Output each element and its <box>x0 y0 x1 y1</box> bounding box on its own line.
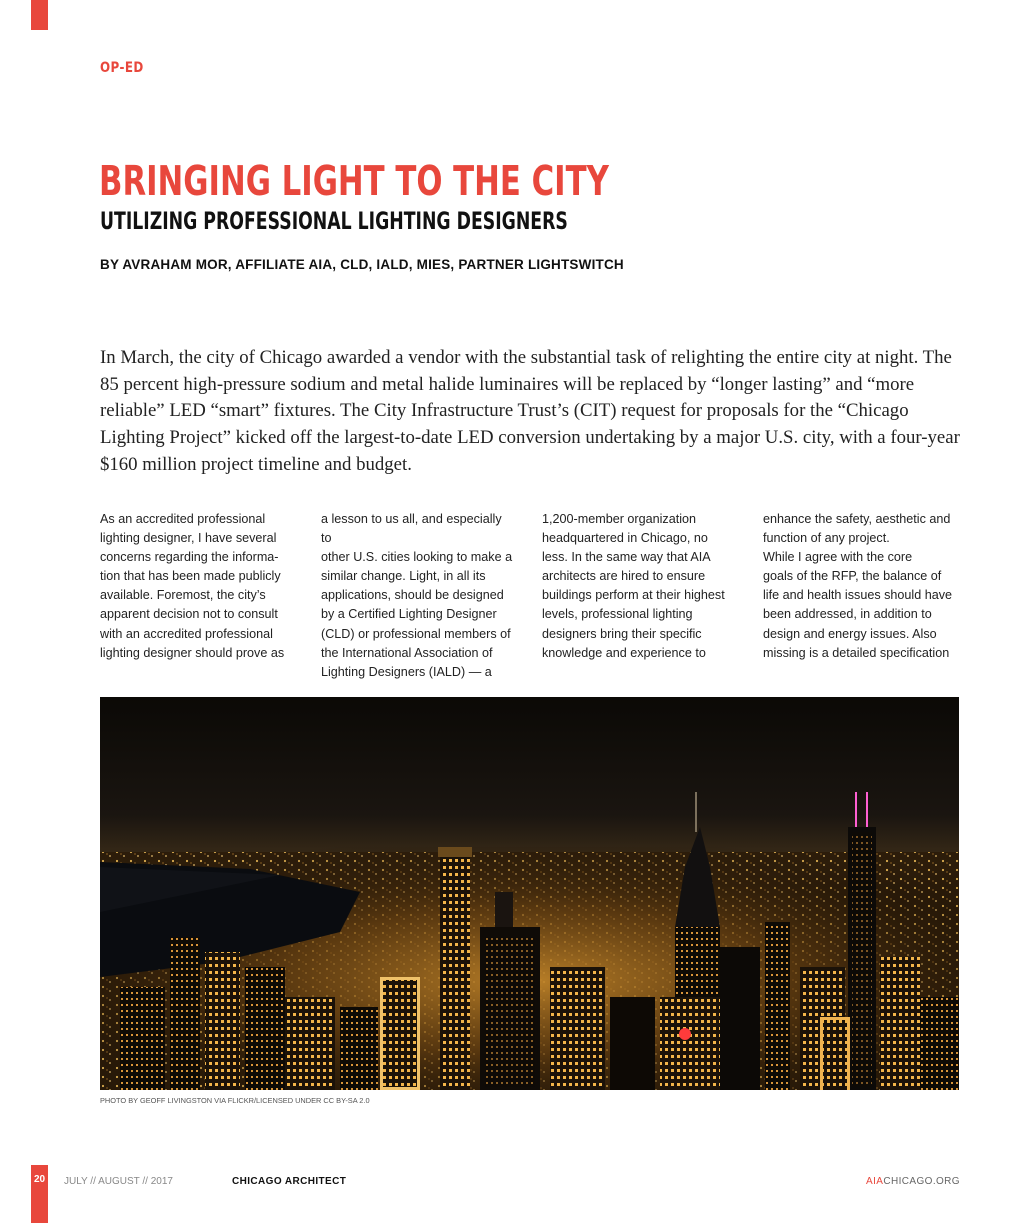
section-label: OP-ED <box>100 60 144 76</box>
magazine-name: CHICAGO ARCHITECT <box>232 1176 347 1187</box>
top-accent-tab <box>31 0 48 30</box>
chicago-night-skyline-photo <box>100 697 959 1090</box>
article-subheadline: UTILIZING PROFESSIONAL LIGHTING DESIGNERS <box>100 207 568 235</box>
article-byline: BY AVRAHAM MOR, AFFILIATE AIA, CLD, IALD, MIES, PARTNER LIGHTSWITCH <box>100 257 624 272</box>
article-headline: BRINGING LIGHT TO THE CITY <box>99 157 609 205</box>
body-columns <box>100 510 960 682</box>
body-column-3: 1,200-member organization headquartered in Chicago, no less. In the same way that AIA architects are hired to ensure buildings perform at their highest levels, professional lighting designers bring their specific knowledge and experience to <box>542 512 725 660</box>
body-column-4: enhance the safety, aesthetic and function of any project. While I agree with the core goals of the RFP, the balance of life and health issues should have been addressed, in addition to design and energy issues. Also missing is a detailed specification <box>763 512 953 660</box>
website-url-accent: AIA <box>866 1176 884 1187</box>
website-url-rest: CHICAGO.ORG <box>883 1176 960 1187</box>
body-column-2: a lesson to us all, and especially to other U.S. cities looking to make a similar change. Light, in all its applications, should be designed by a Certified Lighting Designer (CLD) or professional members of the International Association of Lighting Designers (IALD) — a <box>321 512 513 679</box>
issue-date: JULY // AUGUST // 2017 <box>64 1176 173 1187</box>
page-number: 20 <box>33 1174 46 1185</box>
website-url[interactable] <box>866 1176 960 1187</box>
body-column-1: As an accredited professional lighting designer, I have several concerns regarding the informa- tion that has been made publicly available. Foremost, the city’s apparent decision not to consult with an accredited professional lighting designer should prove as <box>100 512 285 660</box>
article-lede: In March, the city of Chicago awarded a vendor with the substantial task of relighting the entire city at night. The 85 percent high-pressure sodium and metal halide luminaires will be replaced by “longer lasting” and “more reliable” LED “smart” fixtures. The City Infrastructure Trust’s (CIT) request for proposals for the “Chicago Lighting Project” kicked off the largest-to-date LED conversion undertaking by a major U.S. city, with a four-year $160 million project timeline and budget. <box>100 347 960 475</box>
photo-caption: PHOTO BY GEOFF LIVINGSTON VIA FLICKR/LICENSED UNDER CC BY-SA 2.0 <box>100 1096 370 1105</box>
